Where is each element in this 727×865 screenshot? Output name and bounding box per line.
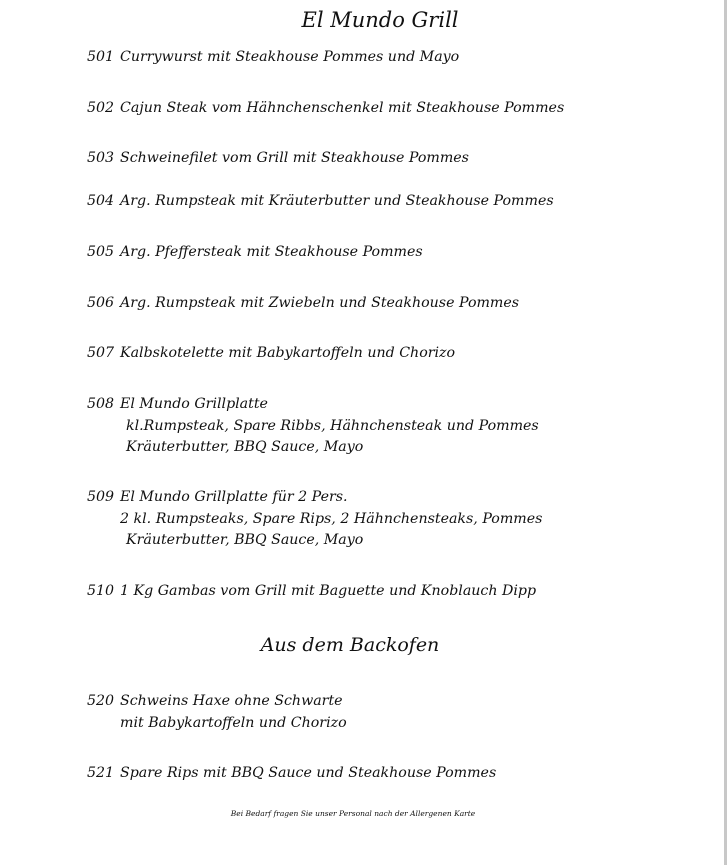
item-number: 502 — [87, 100, 115, 116]
menu-item-501 — [87, 47, 459, 69]
section-title-grill: El Mundo Grill — [301, 8, 459, 32]
item-number: 504 — [87, 193, 115, 209]
menu-item-505 — [87, 242, 423, 264]
menu-item-510 — [87, 581, 536, 603]
menu-item-520 — [87, 691, 347, 734]
menu-item-508 — [87, 394, 539, 459]
menu-item-502 — [87, 98, 564, 120]
menu-item-506 — [87, 293, 519, 315]
item-name: Schweinefilet vom Grill mit Steakhouse Pommes — [120, 150, 469, 166]
allergen-note: Bei Bedarf fragen Sie unser Personal nach der Allergenen Karte — [230, 809, 476, 818]
item-name: Cajun Steak vom Hähnchenschenkel mit Steakhouse Pommes — [120, 100, 565, 116]
item-number: 509 — [87, 489, 115, 505]
item-number: 510 — [87, 583, 115, 599]
item-detail: Kräuterbutter, BBQ Sauce, Mayo — [126, 439, 364, 455]
item-number: 505 — [87, 244, 115, 260]
item-number: 521 — [87, 765, 115, 781]
menu-item-509 — [87, 487, 542, 552]
item-name: El Mundo Grillplatte für 2 Pers. — [120, 489, 348, 505]
menu-item-504 — [87, 191, 554, 213]
item-name: 1 Kg Gambas vom Grill mit Baguette und Knoblauch Dipp — [120, 583, 537, 599]
menu-item-503 — [87, 148, 469, 170]
item-detail: kl.Rumpsteak, Spare Ribbs, Hähnchensteak und Pommes — [126, 417, 539, 434]
item-number: 520 — [87, 693, 115, 709]
item-detail: mit Babykartoffeln und Chorizo — [120, 714, 347, 731]
item-name: Spare Rips mit BBQ Sauce und Steakhouse Pommes — [120, 765, 497, 781]
section-title-backofen: Aus dem Backofen — [260, 634, 440, 656]
item-number: 503 — [87, 150, 115, 166]
item-name: El Mundo Grillplatte — [120, 396, 268, 412]
item-number: 501 — [87, 49, 115, 65]
item-name: Arg. Pfeffersteak mit Steakhouse Pommes — [120, 244, 423, 260]
item-name: Schweins Haxe ohne Schwarte — [120, 693, 343, 709]
item-name: Currywurst mit Steakhouse Pommes und Mayo — [120, 49, 460, 65]
item-number: 507 — [87, 345, 115, 361]
item-number: 508 — [87, 396, 115, 412]
menu-item-507 — [87, 343, 455, 365]
item-detail: 2 kl. Rumpsteaks, Spare Rips, 2 Hähnchensteaks, Pommes — [120, 510, 543, 527]
item-name: Kalbskotelette mit Babykartoffeln und Chorizo — [120, 345, 456, 361]
item-detail: Kräuterbutter, BBQ Sauce, Mayo — [126, 532, 364, 548]
item-number: 506 — [87, 295, 115, 311]
menu-item-521 — [87, 763, 496, 785]
item-name: Arg. Rumpsteak mit Zwiebeln und Steakhouse Pommes — [120, 295, 520, 311]
item-name: Arg. Rumpsteak mit Kräuterbutter und Steakhouse Pommes — [120, 193, 554, 209]
